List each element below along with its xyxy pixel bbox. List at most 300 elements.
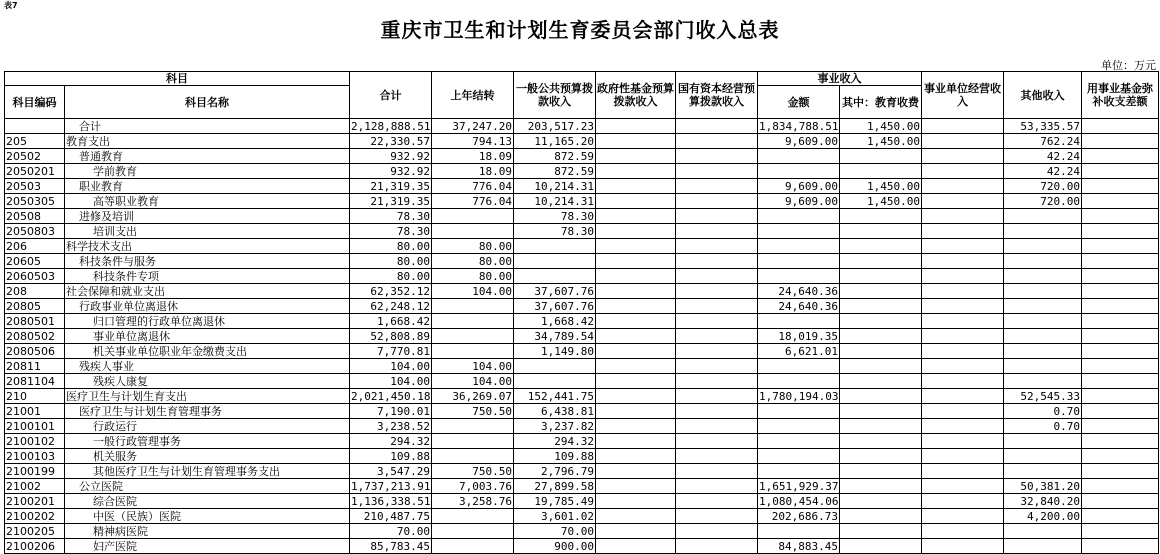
row-op (922, 254, 1004, 269)
row-edu (840, 449, 922, 464)
row-fund (1082, 419, 1159, 434)
row-op (922, 134, 1004, 149)
row-carry (432, 209, 514, 224)
row-edu (840, 299, 922, 314)
row-state (676, 389, 758, 404)
table-row (5, 419, 1159, 434)
row-gov (596, 539, 676, 554)
row-gov (596, 209, 676, 224)
row-other: 32,840.20 (1004, 494, 1082, 509)
row-name: 一般行政管理事务 (65, 434, 350, 449)
row-amount (758, 524, 840, 539)
row-other (1004, 239, 1082, 254)
row-op (922, 119, 1004, 134)
row-carry: 80.00 (432, 254, 514, 269)
row-op (922, 194, 1004, 209)
row-name: 科技条件专项 (65, 269, 350, 284)
row-edu (840, 314, 922, 329)
header-other-income: 其他收入 (1004, 72, 1082, 119)
row-amount (758, 149, 840, 164)
row-fund (1082, 344, 1159, 359)
row-code: 2080506 (5, 344, 65, 359)
table-row (5, 389, 1159, 404)
row-fund (1082, 134, 1159, 149)
row-state (676, 509, 758, 524)
row-total: 1,737,213.91 (351, 479, 431, 493)
row-total: 7,770.81 (350, 344, 432, 359)
row-amount: 6,621.01 (758, 344, 840, 359)
row-state (676, 134, 758, 149)
row-code: 20605 (5, 254, 65, 269)
row-name: 高等职业教育 (65, 194, 350, 209)
row-state (676, 314, 758, 329)
row-code: 2080501 (5, 314, 65, 329)
row-op (922, 509, 1004, 524)
row-general (514, 239, 596, 254)
row-total: 1,136,338.51 (351, 494, 431, 508)
row-amount: 1,780,194.03 (759, 389, 839, 403)
row-carry: 776.04 (432, 194, 514, 209)
row-carry: 3,258.76 (432, 494, 514, 509)
row-gov (596, 329, 676, 344)
row-edu (840, 269, 922, 284)
row-other (1004, 524, 1082, 539)
row-op (922, 359, 1004, 374)
row-op (922, 524, 1004, 539)
header-carryover: 上年结转 (432, 72, 514, 119)
row-general: 1,668.42 (514, 314, 596, 329)
row-general: 11,165.20 (514, 134, 596, 149)
row-name: 机关服务 (65, 449, 350, 464)
table-row (5, 134, 1159, 149)
row-carry (432, 539, 514, 554)
table-row (5, 314, 1159, 329)
row-general: 109.88 (514, 449, 596, 464)
row-amount (758, 449, 840, 464)
row-other: 52,545.33 (1004, 389, 1082, 404)
row-general: 6,438.81 (514, 404, 596, 419)
header-total: 合计 (350, 72, 432, 119)
row-gov (596, 299, 676, 314)
row-general (514, 374, 596, 389)
row-other (1004, 434, 1082, 449)
table-row (5, 194, 1159, 209)
row-op (922, 149, 1004, 164)
row-general: 872.59 (514, 164, 596, 179)
row-gov (596, 149, 676, 164)
row-state (676, 329, 758, 344)
row-amount: 24,640.36 (758, 299, 840, 314)
row-code: 208 (5, 284, 65, 299)
table-row (5, 269, 1159, 284)
row-state (676, 284, 758, 299)
row-total: 70.00 (350, 524, 432, 539)
row-carry: 776.04 (432, 179, 514, 194)
row-edu: 1,450.00 (840, 134, 922, 149)
row-total: 52,808.89 (350, 329, 432, 344)
row-code: 210 (5, 389, 65, 404)
row-edu (840, 224, 922, 239)
row-state (676, 419, 758, 434)
row-fund (1082, 284, 1159, 299)
row-fund (1082, 224, 1159, 239)
table-row (5, 179, 1159, 194)
row-edu (840, 374, 922, 389)
row-gov (596, 359, 676, 374)
row-name: 科技条件与服务 (65, 254, 350, 269)
row-name: 残疾人康复 (65, 374, 350, 389)
row-amount (758, 164, 840, 179)
row-code: 2050201 (5, 164, 65, 179)
row-name: 科学技术支出 (65, 239, 350, 254)
table-row (5, 539, 1159, 554)
row-edu (840, 494, 922, 509)
row-op (922, 299, 1004, 314)
row-total: 62,352.12 (350, 284, 432, 299)
row-edu (840, 239, 922, 254)
row-name: 公立医院 (65, 479, 350, 494)
row-carry: 7,003.76 (432, 479, 514, 494)
row-state (676, 359, 758, 374)
header-edu-fee: 其中：教育收费 (840, 86, 922, 119)
row-amount (758, 314, 840, 329)
row-name: 其他医疗卫生与计划生育管理事务支出 (65, 464, 350, 479)
row-state (676, 374, 758, 389)
table-row (5, 284, 1159, 299)
row-amount: 18,019.35 (758, 329, 840, 344)
row-edu (840, 419, 922, 434)
row-carry: 750.50 (432, 464, 514, 479)
row-carry: 18.09 (432, 164, 514, 179)
row-other: 42.24 (1004, 164, 1082, 179)
row-gov (596, 374, 676, 389)
row-edu (840, 509, 922, 524)
row-carry: 104.00 (432, 284, 514, 299)
row-op (922, 164, 1004, 179)
table-row (5, 254, 1159, 269)
row-fund (1082, 194, 1159, 209)
row-general: 152,441.75 (514, 389, 596, 404)
row-fund (1082, 539, 1159, 554)
row-fund (1082, 209, 1159, 224)
row-total: 3,238.52 (350, 419, 432, 434)
row-state (676, 224, 758, 239)
row-fund (1082, 434, 1159, 449)
row-code: 2100205 (5, 524, 65, 539)
row-other (1004, 314, 1082, 329)
row-amount (758, 419, 840, 434)
row-gov (596, 239, 676, 254)
header-code: 科目编码 (5, 86, 65, 119)
row-fund (1082, 254, 1159, 269)
row-fund (1082, 239, 1159, 254)
row-total: 80.00 (350, 254, 432, 269)
row-state (676, 269, 758, 284)
row-total: 22,330.57 (350, 134, 432, 149)
row-other (1004, 344, 1082, 359)
row-total: 104.00 (350, 374, 432, 389)
row-total: 85,783.45 (350, 539, 432, 554)
row-op (922, 224, 1004, 239)
row-code: 21002 (5, 479, 65, 494)
row-edu: 1,450.00 (840, 179, 922, 194)
row-carry (432, 434, 514, 449)
row-name: 普通教育 (65, 149, 350, 164)
income-table (4, 71, 1159, 554)
row-name: 行政事业单位离退休 (65, 299, 350, 314)
row-op (922, 209, 1004, 224)
row-code (5, 119, 65, 134)
row-edu (840, 359, 922, 374)
table-row (5, 224, 1159, 239)
row-op (922, 269, 1004, 284)
row-general: 1,149.80 (514, 344, 596, 359)
row-fund (1082, 404, 1159, 419)
row-op (922, 239, 1004, 254)
row-other: 720.00 (1004, 179, 1082, 194)
table-row (5, 164, 1159, 179)
header-general-budget: 一般公共预算拨款收入 (514, 72, 596, 119)
row-edu (840, 164, 922, 179)
row-amount (758, 374, 840, 389)
row-fund (1082, 329, 1159, 344)
row-total: 3,547.29 (350, 464, 432, 479)
header-gov-fund: 政府性基金预算拨款收入 (596, 72, 676, 119)
row-general: 294.32 (514, 434, 596, 449)
row-carry: 750.50 (432, 404, 514, 419)
row-total: 104.00 (350, 359, 432, 374)
row-name: 医疗卫生与计划生育管理事务 (65, 404, 350, 419)
header-unit-operation: 事业单位经营收入 (922, 72, 1004, 119)
row-general: 872.59 (514, 149, 596, 164)
row-state (676, 179, 758, 194)
table-row (5, 359, 1159, 374)
row-other (1004, 299, 1082, 314)
row-gov (596, 509, 676, 524)
row-amount (758, 224, 840, 239)
row-fund (1082, 269, 1159, 284)
row-code: 205 (5, 134, 65, 149)
row-other: 762.24 (1004, 134, 1082, 149)
row-gov (596, 269, 676, 284)
row-state (676, 479, 758, 494)
header-career-income: 事业收入 (758, 72, 922, 86)
row-other (1004, 284, 1082, 299)
row-gov (596, 179, 676, 194)
row-other (1004, 224, 1082, 239)
row-total: 210,487.75 (350, 509, 432, 524)
header-name: 科目名称 (65, 86, 350, 119)
row-amount: 9,609.00 (758, 194, 840, 209)
row-edu (840, 329, 922, 344)
row-edu (840, 284, 922, 299)
row-gov (596, 134, 676, 149)
row-amount: 9,609.00 (758, 134, 840, 149)
unit-label: 单位：万元 (1101, 59, 1156, 72)
row-general: 70.00 (514, 524, 596, 539)
row-op (922, 479, 1004, 494)
table-row (5, 344, 1159, 359)
row-name: 合计 (65, 119, 350, 134)
row-other (1004, 374, 1082, 389)
row-edu (840, 464, 922, 479)
row-edu: 1,450.00 (840, 119, 922, 134)
header-state-capital: 国有资本经营预算拨款收入 (676, 72, 758, 119)
row-carry: 794.13 (432, 134, 514, 149)
row-total: 80.00 (350, 239, 432, 254)
row-op (922, 344, 1004, 359)
row-carry: 104.00 (432, 359, 514, 374)
row-general: 34,789.54 (514, 329, 596, 344)
row-total: 2,021,450.18 (351, 389, 431, 403)
row-gov (596, 254, 676, 269)
row-other (1004, 269, 1082, 284)
row-general: 19,785.49 (514, 494, 596, 509)
row-gov (596, 389, 676, 404)
row-name: 精神病医院 (65, 524, 350, 539)
row-code: 2060503 (5, 269, 65, 284)
row-carry: 36,269.07 (432, 389, 514, 404)
row-total: 78.30 (350, 224, 432, 239)
row-other: 42.24 (1004, 149, 1082, 164)
row-edu (840, 434, 922, 449)
row-name: 中医（民族）医院 (65, 509, 350, 524)
row-gov (596, 494, 676, 509)
row-total: 78.30 (350, 209, 432, 224)
row-total: 932.92 (350, 149, 432, 164)
row-fund (1082, 374, 1159, 389)
row-gov (596, 119, 676, 134)
table-row (5, 524, 1159, 539)
row-name: 妇产医院 (65, 539, 350, 554)
row-fund (1082, 479, 1159, 494)
row-gov (596, 224, 676, 239)
row-general: 3,601.02 (514, 509, 596, 524)
header-subject: 科目 (5, 72, 350, 86)
row-code: 2100202 (5, 509, 65, 524)
table-row (5, 464, 1159, 479)
row-state (676, 209, 758, 224)
row-edu (840, 389, 922, 404)
row-fund (1082, 449, 1159, 464)
row-gov (596, 419, 676, 434)
row-amount: 24,640.36 (758, 284, 840, 299)
row-gov (596, 464, 676, 479)
table-row (5, 374, 1159, 389)
table-row (5, 119, 1159, 134)
row-code: 2050305 (5, 194, 65, 209)
row-name: 残疾人事业 (65, 359, 350, 374)
row-op (922, 329, 1004, 344)
row-code: 2100206 (5, 539, 65, 554)
row-fund (1082, 389, 1159, 404)
row-other (1004, 329, 1082, 344)
row-name: 医疗卫生与计划生育支出 (65, 389, 350, 404)
header-fund-supplement: 用事业基金弥补收支差额 (1082, 72, 1159, 119)
table-row (5, 209, 1159, 224)
row-op (922, 389, 1004, 404)
row-general: 2,796.79 (514, 464, 596, 479)
row-amount (758, 239, 840, 254)
row-gov (596, 434, 676, 449)
row-carry (432, 449, 514, 464)
row-fund (1082, 359, 1159, 374)
row-gov (596, 344, 676, 359)
row-op (922, 449, 1004, 464)
row-fund (1082, 149, 1159, 164)
row-state (676, 434, 758, 449)
row-op (922, 284, 1004, 299)
row-other: 0.70 (1004, 419, 1082, 434)
row-amount: 9,609.00 (758, 179, 840, 194)
row-code: 206 (5, 239, 65, 254)
row-amount (758, 269, 840, 284)
row-op (922, 419, 1004, 434)
row-fund (1082, 314, 1159, 329)
row-edu (840, 149, 922, 164)
row-general (514, 254, 596, 269)
row-edu (840, 404, 922, 419)
row-gov (596, 404, 676, 419)
row-state (676, 149, 758, 164)
row-amount: 1,834,788.51 (759, 119, 839, 133)
row-general: 10,214.31 (514, 194, 596, 209)
row-state (676, 299, 758, 314)
row-amount: 202,686.73 (758, 509, 840, 524)
row-other: 53,335.57 (1004, 119, 1082, 134)
row-state (676, 464, 758, 479)
row-state (676, 449, 758, 464)
row-other (1004, 209, 1082, 224)
row-state (676, 344, 758, 359)
row-name: 教育支出 (65, 134, 350, 149)
row-fund (1082, 464, 1159, 479)
row-fund (1082, 119, 1159, 134)
row-op (922, 464, 1004, 479)
row-state (676, 119, 758, 134)
row-name: 行政运行 (65, 419, 350, 434)
table-number: 表7 (4, 1, 18, 10)
row-amount (758, 209, 840, 224)
row-gov (596, 479, 676, 494)
row-general: 10,214.31 (514, 179, 596, 194)
row-carry (432, 524, 514, 539)
row-general: 27,899.58 (514, 479, 596, 494)
row-name: 机关事业单位职业年金缴费支出 (65, 344, 350, 359)
table-row (5, 149, 1159, 164)
row-carry: 37,247.20 (432, 119, 514, 134)
row-op (922, 539, 1004, 554)
row-code: 2100101 (5, 419, 65, 434)
row-state (676, 239, 758, 254)
row-gov (596, 164, 676, 179)
row-state (676, 539, 758, 554)
row-total: 62,248.12 (350, 299, 432, 314)
row-state (676, 524, 758, 539)
row-other: 50,381.20 (1004, 479, 1082, 494)
row-code: 2100201 (5, 494, 65, 509)
row-code: 2050803 (5, 224, 65, 239)
row-other: 0.70 (1004, 404, 1082, 419)
table-row (5, 239, 1159, 254)
row-state (676, 194, 758, 209)
row-code: 20508 (5, 209, 65, 224)
row-code: 20503 (5, 179, 65, 194)
row-total: 109.88 (350, 449, 432, 464)
header-amount: 金额 (758, 86, 840, 119)
row-other (1004, 449, 1082, 464)
row-carry (432, 314, 514, 329)
